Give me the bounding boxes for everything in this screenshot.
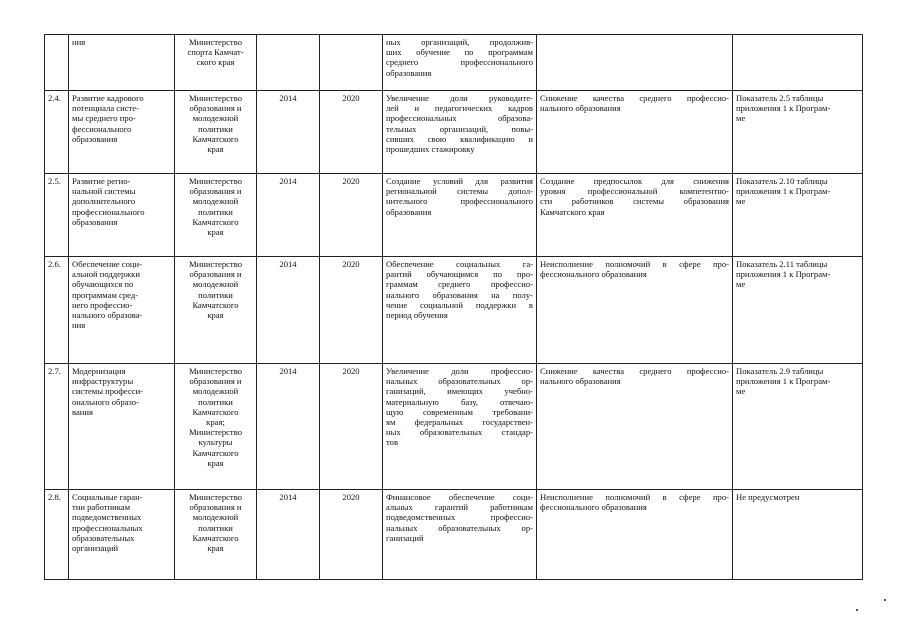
measure-name-line: Развитие регио- — [72, 176, 131, 186]
expected-result-line: ных образовательных стандар- — [386, 427, 533, 438]
measure-name-line: организаций — [72, 543, 119, 554]
related-indicator-line: ме — [736, 196, 746, 207]
non-implementation-consequence-line: нального образования — [540, 103, 621, 114]
responsible-executor-cell — [175, 257, 257, 364]
responsible-executor-line: Министерство — [189, 427, 242, 438]
measure-name-line: Обеспечение соци- — [72, 259, 142, 269]
start-year-cell: 2014 — [257, 91, 320, 174]
measure-name-cell — [69, 174, 175, 257]
responsible-executor-line: Камчатского — [192, 299, 239, 310]
measure-name-cell — [69, 490, 175, 580]
responsible-executor-line: Министерство — [189, 492, 242, 502]
non-implementation-consequence-cell — [537, 364, 733, 490]
non-implementation-consequence-cell — [537, 490, 733, 580]
measure-name-line: образования — [72, 216, 118, 227]
related-indicator-line: ме — [736, 113, 746, 124]
related-indicator-line: Показатель 2.11 таблицы — [736, 259, 828, 269]
row-number-cell: 2.8. — [45, 490, 69, 580]
responsible-executor-line: края — [207, 310, 224, 321]
responsible-executor-line: края — [207, 144, 224, 155]
responsible-executor-cell — [175, 35, 257, 91]
related-indicator-line: ме — [736, 386, 746, 397]
responsible-executor-line: края — [207, 227, 224, 238]
end-year-cell: 2020 — [320, 364, 383, 490]
responsible-executor-line: образования и — [189, 502, 242, 513]
responsible-executor-line: края — [207, 543, 224, 554]
row-number-cell: 2.5. — [45, 174, 69, 257]
related-indicator-line: ме — [736, 279, 746, 290]
row-number-cell: 2.4. — [45, 91, 69, 174]
expected-result-line: образования — [386, 206, 432, 217]
expected-result-line: период обучения — [386, 310, 448, 321]
program-measures-table — [44, 34, 863, 580]
responsible-executor-line: края — [207, 457, 224, 468]
responsible-executor-cell — [175, 490, 257, 580]
start-year-cell: 2014 — [257, 174, 320, 257]
measure-name-line: программам сред- — [72, 289, 139, 300]
responsible-executor-line: молодежной — [192, 279, 239, 290]
table-row — [45, 91, 863, 174]
end-year-cell: 2020 — [320, 174, 383, 257]
responsible-executor-line: политики — [198, 206, 233, 217]
expected-result-line: нальных образовательных ор- — [386, 522, 533, 533]
measure-name-line: профессиональных — [72, 522, 143, 533]
measure-name-cell — [69, 35, 175, 91]
non-implementation-consequence-line: Камчатского края — [540, 206, 605, 217]
expected-result-line: альных гарантий работникам — [386, 502, 533, 513]
responsible-executor-line: образования и — [189, 376, 242, 387]
expected-result-line: ям федеральных государствен- — [386, 417, 533, 428]
non-implementation-consequence-cell — [537, 91, 733, 174]
non-implementation-consequence-line: Неисполнение полномочий в сфере про- — [540, 259, 729, 269]
table-row — [45, 174, 863, 257]
measure-name-line: инфраструктуры — [72, 376, 134, 387]
responsible-executor-line: Министерство — [189, 37, 242, 47]
related-indicator-cell — [733, 364, 863, 490]
responsible-executor-line: спорта Камчат- — [187, 47, 244, 58]
expected-result-cell — [383, 91, 537, 174]
expected-result-line: нального образования на полу- — [386, 289, 533, 300]
responsible-executor-line: Камчатского — [192, 532, 239, 543]
end-year-cell: 2020 — [320, 490, 383, 580]
expected-result-cell — [383, 35, 537, 91]
non-implementation-consequence-line: фессионального образования — [540, 269, 647, 280]
row-number-cell: 2.6. — [45, 257, 69, 364]
measure-name-line: Социальные гаран- — [72, 492, 143, 502]
non-implementation-consequence-line: нального образования — [540, 376, 621, 387]
table-row — [45, 490, 863, 580]
expected-result-line: ганизаций — [386, 532, 424, 543]
expected-result-line: ших обучение по программам — [386, 47, 533, 58]
measure-name-line: нальной системы — [72, 186, 136, 197]
measure-name-line: вания — [72, 406, 93, 417]
responsible-executor-line: образования и — [189, 103, 242, 114]
table-row — [45, 35, 863, 91]
non-implementation-consequence-cell — [537, 257, 733, 364]
related-indicator-cell — [733, 174, 863, 257]
expected-result-line: прошедших стажировку — [386, 144, 475, 155]
responsible-executor-cell — [175, 174, 257, 257]
measure-name-line: образовательных — [72, 532, 135, 543]
measure-name-line: мы среднего про- — [72, 113, 136, 124]
measure-name-line: тии работникам — [72, 502, 131, 513]
expected-result-line: тов — [386, 437, 398, 448]
expected-result-line: образования — [386, 67, 432, 78]
measure-name-line: него профессио- — [72, 299, 133, 310]
responsible-executor-line: Министерство — [189, 176, 242, 186]
related-indicator-cell — [733, 490, 863, 580]
related-indicator-line: приложения 1 к Програм- — [736, 376, 831, 387]
responsible-executor-line: образования и — [189, 186, 242, 197]
responsible-executor-line: Камчатского — [192, 406, 239, 417]
expected-result-line: щую современным требовани- — [386, 406, 533, 417]
non-implementation-consequence-line: Снижение качества среднего профессио- — [540, 93, 729, 103]
end-year-cell: 2020 — [320, 257, 383, 364]
related-indicator-line: Показатель 2.10 таблицы — [736, 176, 828, 186]
measure-name-cell — [69, 91, 175, 174]
start-year-cell: 2014 — [257, 490, 320, 580]
measure-name-line: ния — [72, 37, 86, 47]
responsible-executor-line: образования и — [189, 269, 242, 280]
non-implementation-consequence-line: сти работников системы образования — [540, 196, 729, 207]
responsible-executor-cell — [175, 91, 257, 174]
measure-name-line: обучающихся по — [72, 279, 134, 290]
expected-result-line: нительного профессионального — [386, 196, 533, 207]
measure-name-line: ния — [72, 320, 86, 331]
expected-result-cell — [383, 490, 537, 580]
expected-result-line: ных организаций, продолжив- — [386, 37, 533, 47]
responsible-executor-line: Министерство — [189, 93, 242, 103]
measure-name-line: образования — [72, 133, 118, 144]
responsible-executor-line: молодежной — [192, 196, 239, 207]
non-implementation-consequence-cell — [537, 174, 733, 257]
expected-result-line: Увеличение доли профессио- — [386, 366, 533, 376]
related-indicator-cell — [733, 257, 863, 364]
measure-name-line: профессионального — [72, 206, 145, 217]
responsible-executor-line: политики — [198, 522, 233, 533]
responsible-executor-line: культуры — [198, 437, 233, 448]
end-year-cell — [320, 35, 383, 91]
expected-result-line: лей и педагогических кадров — [386, 103, 533, 114]
start-year-cell — [257, 35, 320, 91]
expected-result-line: подведомственных профессио- — [386, 512, 533, 523]
measure-name-line: дополнительного — [72, 196, 136, 207]
related-indicator-line: приложения 1 к Програм- — [736, 269, 831, 280]
start-year-cell: 2014 — [257, 364, 320, 490]
responsible-executor-line: края; — [206, 417, 225, 428]
responsible-executor-line: молодежной — [192, 113, 239, 124]
expected-result-line: Финансовое обеспечение соци- — [386, 492, 533, 502]
responsible-executor-line: политики — [198, 289, 233, 300]
related-indicator-line: Показатель 2.9 таблицы — [736, 366, 824, 376]
table-row — [45, 257, 863, 364]
expected-result-cell — [383, 174, 537, 257]
non-implementation-consequence-line: Создание предпосылок для снижения — [540, 176, 729, 186]
measure-name-line: Развитие кадрового — [72, 93, 144, 103]
responsible-executor-line: Камчатского — [192, 133, 239, 144]
expected-result-line: региональной системы допол- — [386, 186, 533, 197]
expected-result-cell — [383, 364, 537, 490]
responsible-executor-line: ского края — [196, 57, 235, 68]
non-implementation-consequence-cell — [537, 35, 733, 91]
responsible-executor-line: молодежной — [192, 512, 239, 523]
expected-result-line: Обеспечение социальных га- — [386, 259, 533, 269]
measure-name-line: Модернизация — [72, 366, 126, 376]
responsible-executor-line: Министерство — [189, 259, 242, 269]
expected-result-line: сивших свою квалификацию и — [386, 133, 533, 144]
responsible-executor-line: Камчатского — [192, 447, 239, 458]
responsible-executor-line: Камчатского — [192, 216, 239, 227]
expected-result-cell — [383, 257, 537, 364]
responsible-executor-line: молодежной — [192, 386, 239, 397]
non-implementation-consequence-line: Снижение качества среднего профессио- — [540, 366, 729, 376]
end-year-cell: 2020 — [320, 91, 383, 174]
expected-result-line: среднего профессионального — [386, 57, 533, 68]
measure-name-cell — [69, 364, 175, 490]
expected-result-line: профессиональных образова- — [386, 113, 533, 124]
responsible-executor-line: политики — [198, 123, 233, 134]
start-year-cell: 2014 — [257, 257, 320, 364]
expected-result-line: чение социальной поддержки в — [386, 299, 533, 310]
scan-speck — [884, 599, 886, 601]
measure-name-line: фессионального — [72, 123, 132, 134]
measure-name-line: альной поддержки — [72, 269, 140, 280]
measure-name-line: онального образо- — [72, 396, 139, 407]
related-indicator-line: приложения 1 к Програм- — [736, 103, 831, 114]
measure-name-line: потенциала систе- — [72, 103, 139, 114]
related-indicator-cell — [733, 91, 863, 174]
responsible-executor-line: Министерство — [189, 366, 242, 376]
non-implementation-consequence-line: фессионального образования — [540, 502, 647, 513]
scan-speck — [856, 609, 858, 611]
row-number-cell — [45, 35, 69, 91]
expected-result-line: рантий обучающимся по про- — [386, 269, 533, 280]
row-number-cell: 2.7. — [45, 364, 69, 490]
related-indicator-line: приложения 1 к Програм- — [736, 186, 831, 197]
expected-result-line: граммам среднего профессио- — [386, 279, 533, 290]
expected-result-line: нальных образовательных ор- — [386, 376, 533, 387]
table-row — [45, 364, 863, 490]
measure-name-line: нального образова- — [72, 310, 143, 321]
expected-result-line: тельных организаций, повы- — [386, 123, 533, 134]
expected-result-line: Увеличение доли руководите- — [386, 93, 533, 103]
non-implementation-consequence-line: уровня профессиональной компетентно- — [540, 186, 729, 197]
non-implementation-consequence-line: Неисполнение полномочий в сфере про- — [540, 492, 729, 502]
expected-result-line: Создание условий для развития — [386, 176, 533, 186]
related-indicator-line: Показатель 2.5 таблицы — [736, 93, 824, 103]
expected-result-line: ганизаций, имеющих учебно- — [386, 386, 533, 397]
responsible-executor-line: политики — [198, 396, 233, 407]
expected-result-line: материальную базу, отвечаю- — [386, 396, 533, 407]
measure-name-line: подведомственных — [72, 512, 142, 523]
related-indicator-line: Не предусмотрен — [736, 492, 800, 502]
measure-name-cell — [69, 257, 175, 364]
responsible-executor-cell — [175, 364, 257, 490]
measure-name-line: системы професси- — [72, 386, 144, 397]
related-indicator-cell — [733, 35, 863, 91]
